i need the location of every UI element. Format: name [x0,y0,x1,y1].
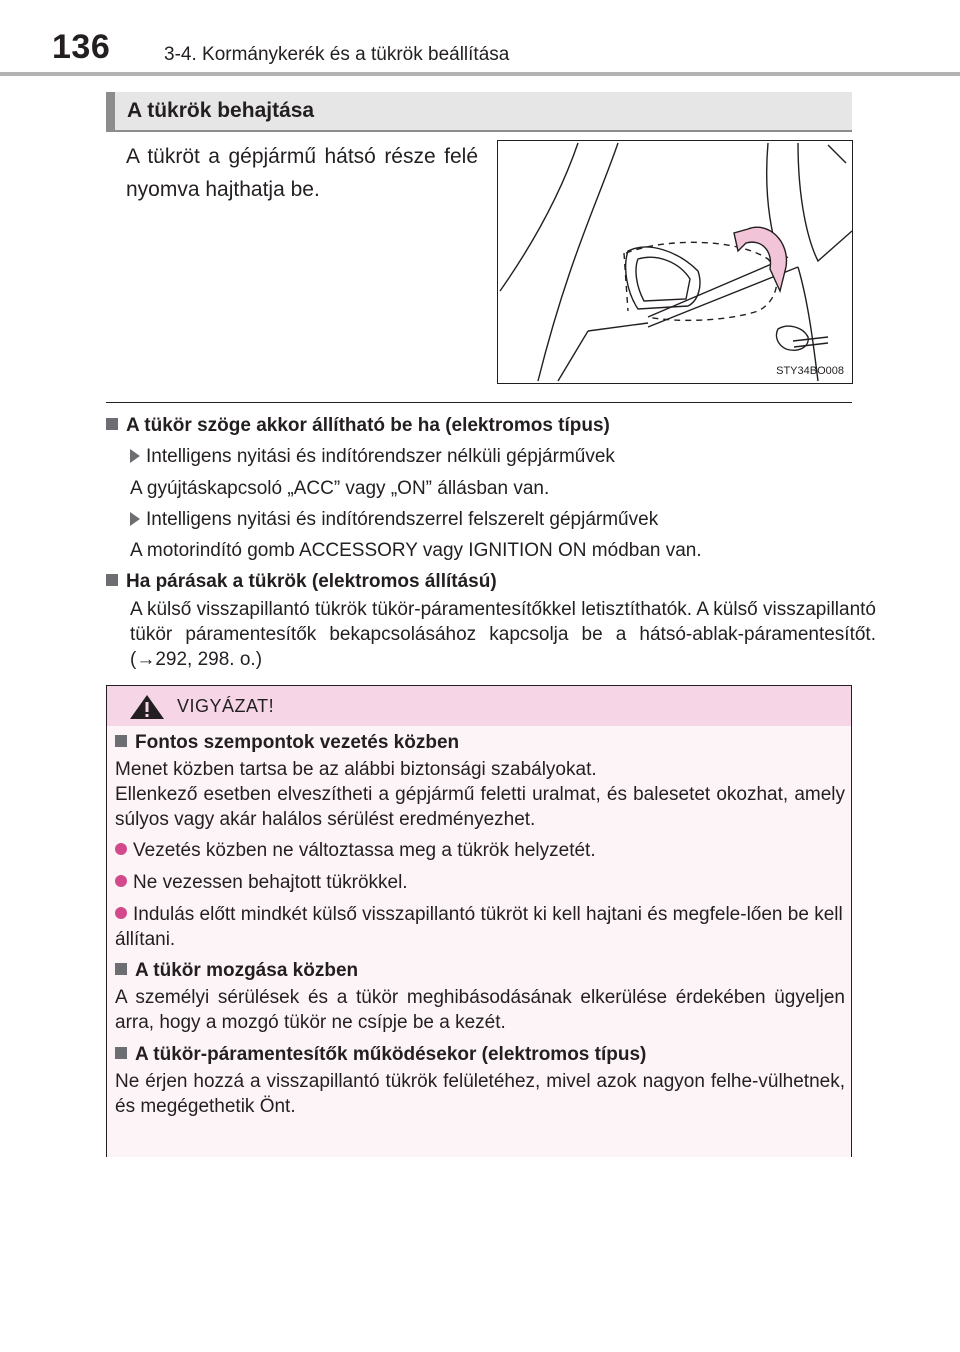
circle-bullet-icon [115,843,127,855]
figure-code: STY34BO008 [776,365,844,377]
warning-driving-bullet1-text: Vezetés közben ne változtassa meg a tükrök helyzetét. [133,840,596,861]
header-rule [0,72,960,76]
circle-bullet-icon [115,907,127,919]
square-bullet-icon [115,1047,127,1059]
warning-title: VIGYÁZAT! [177,696,275,716]
warning-driving-bullet3-text: Indulás előtt mindkét külső visszapillantó tükröt ki kell hajtani és megfele-lően be kell állítani. [115,904,843,950]
warning-driving-text1: Menet közben tartsa be az alábbi biztonsági szabályokat. [115,759,597,780]
running-head: 3-4. Kormánykerék és a tükrök beállítása [164,44,510,65]
warning-header [107,686,851,727]
note-angle-title: A tükör szöge akkor állítható be ha (elektromos típus) [126,415,610,436]
mirror-drawing [498,141,852,383]
page-number: 136 [52,28,111,66]
warning-driving-bullet1 [115,838,845,863]
arrow-bullet-icon [130,512,140,526]
warning-defogger-title: A tükör-páramentesítők működésekor (elektromos típus) [135,1044,647,1065]
warning-driving-text2: Ellenkező esetben elveszítheti a gépjármű feletti uralmat, és balesetet okozhat, amely súlyos vagy akár halálos sérülést eredményezhet. [115,784,845,830]
square-bullet-icon [106,418,118,430]
warning-content [107,726,851,1157]
mirror-fold-illustration [497,140,853,384]
note-angle-sub2-text: A motorindító gomb ACCESSORY vagy IGNITION ON módban van. [130,540,702,561]
warning-driving-bullet3 [115,902,845,952]
note-angle-sub2-label: Intelligens nyitási és indítórendszerrel felszerelt gépjárművek [146,509,659,530]
square-bullet-icon [115,735,127,747]
note-angle-sub1 [106,444,876,469]
note-defog-title: Ha párásak a tükrök (elektromos állítású) [126,571,497,592]
section-title-rule [106,130,852,132]
warning-driving-heading [115,730,845,755]
arrow-bullet-icon [130,449,140,463]
section-title: A tükrök behajtása [106,92,852,130]
note-angle-heading [106,413,852,438]
note-angle-sub2 [106,507,876,532]
warning-moving-title: A tükör mozgása közben [135,960,359,981]
intro-text: A tükröt a gépjármű hátsó része felé nyomva hajthatja be. [126,145,478,201]
warning-triangle-icon [129,694,165,720]
note-angle-sub1-text: A gyújtáskapcsoló „ACC” vagy „ON” állásban van. [130,478,550,499]
warning-defogger-text: Ne érjen hozzá a visszapillantó tükrök felületéhez, mivel azok nagyon felhe-vülhetnek, és megégethetik Önt. [115,1071,845,1117]
warning-moving-text: A személyi sérülések és a tükör meghibásodásának elkerülése érdekében ügyeljen arra, hogy a mozgó tükör ne csípje be a kezét. [115,987,845,1033]
circle-bullet-icon [115,875,127,887]
warning-moving-heading [115,958,845,983]
warning-driving-bullet2 [115,870,845,895]
square-bullet-icon [106,574,118,586]
section-divider [106,402,852,403]
warning-driving-title: Fontos szempontok vezetés közben [135,732,460,753]
warning-box [106,685,852,1157]
note-angle-sub1-label: Intelligens nyitási és indítórendszer nélküli gépjárművek [146,446,615,467]
note-defog-text: A külső visszapillantó tükrök tükör-páramentesítőkkel letisztíthatók. A külső visszapillantó tükör páramentesítők bekapcsolásához kapcsolja be a hátsó-ablak-páramentesítőt. (→292, 298. o.) [130,599,876,670]
warning-driving-bullet2-text: Ne vezessen behajtott tükrökkel. [133,872,408,893]
note-defog-heading [106,569,852,594]
square-bullet-icon [115,963,127,975]
warning-defogger-heading [115,1042,845,1067]
